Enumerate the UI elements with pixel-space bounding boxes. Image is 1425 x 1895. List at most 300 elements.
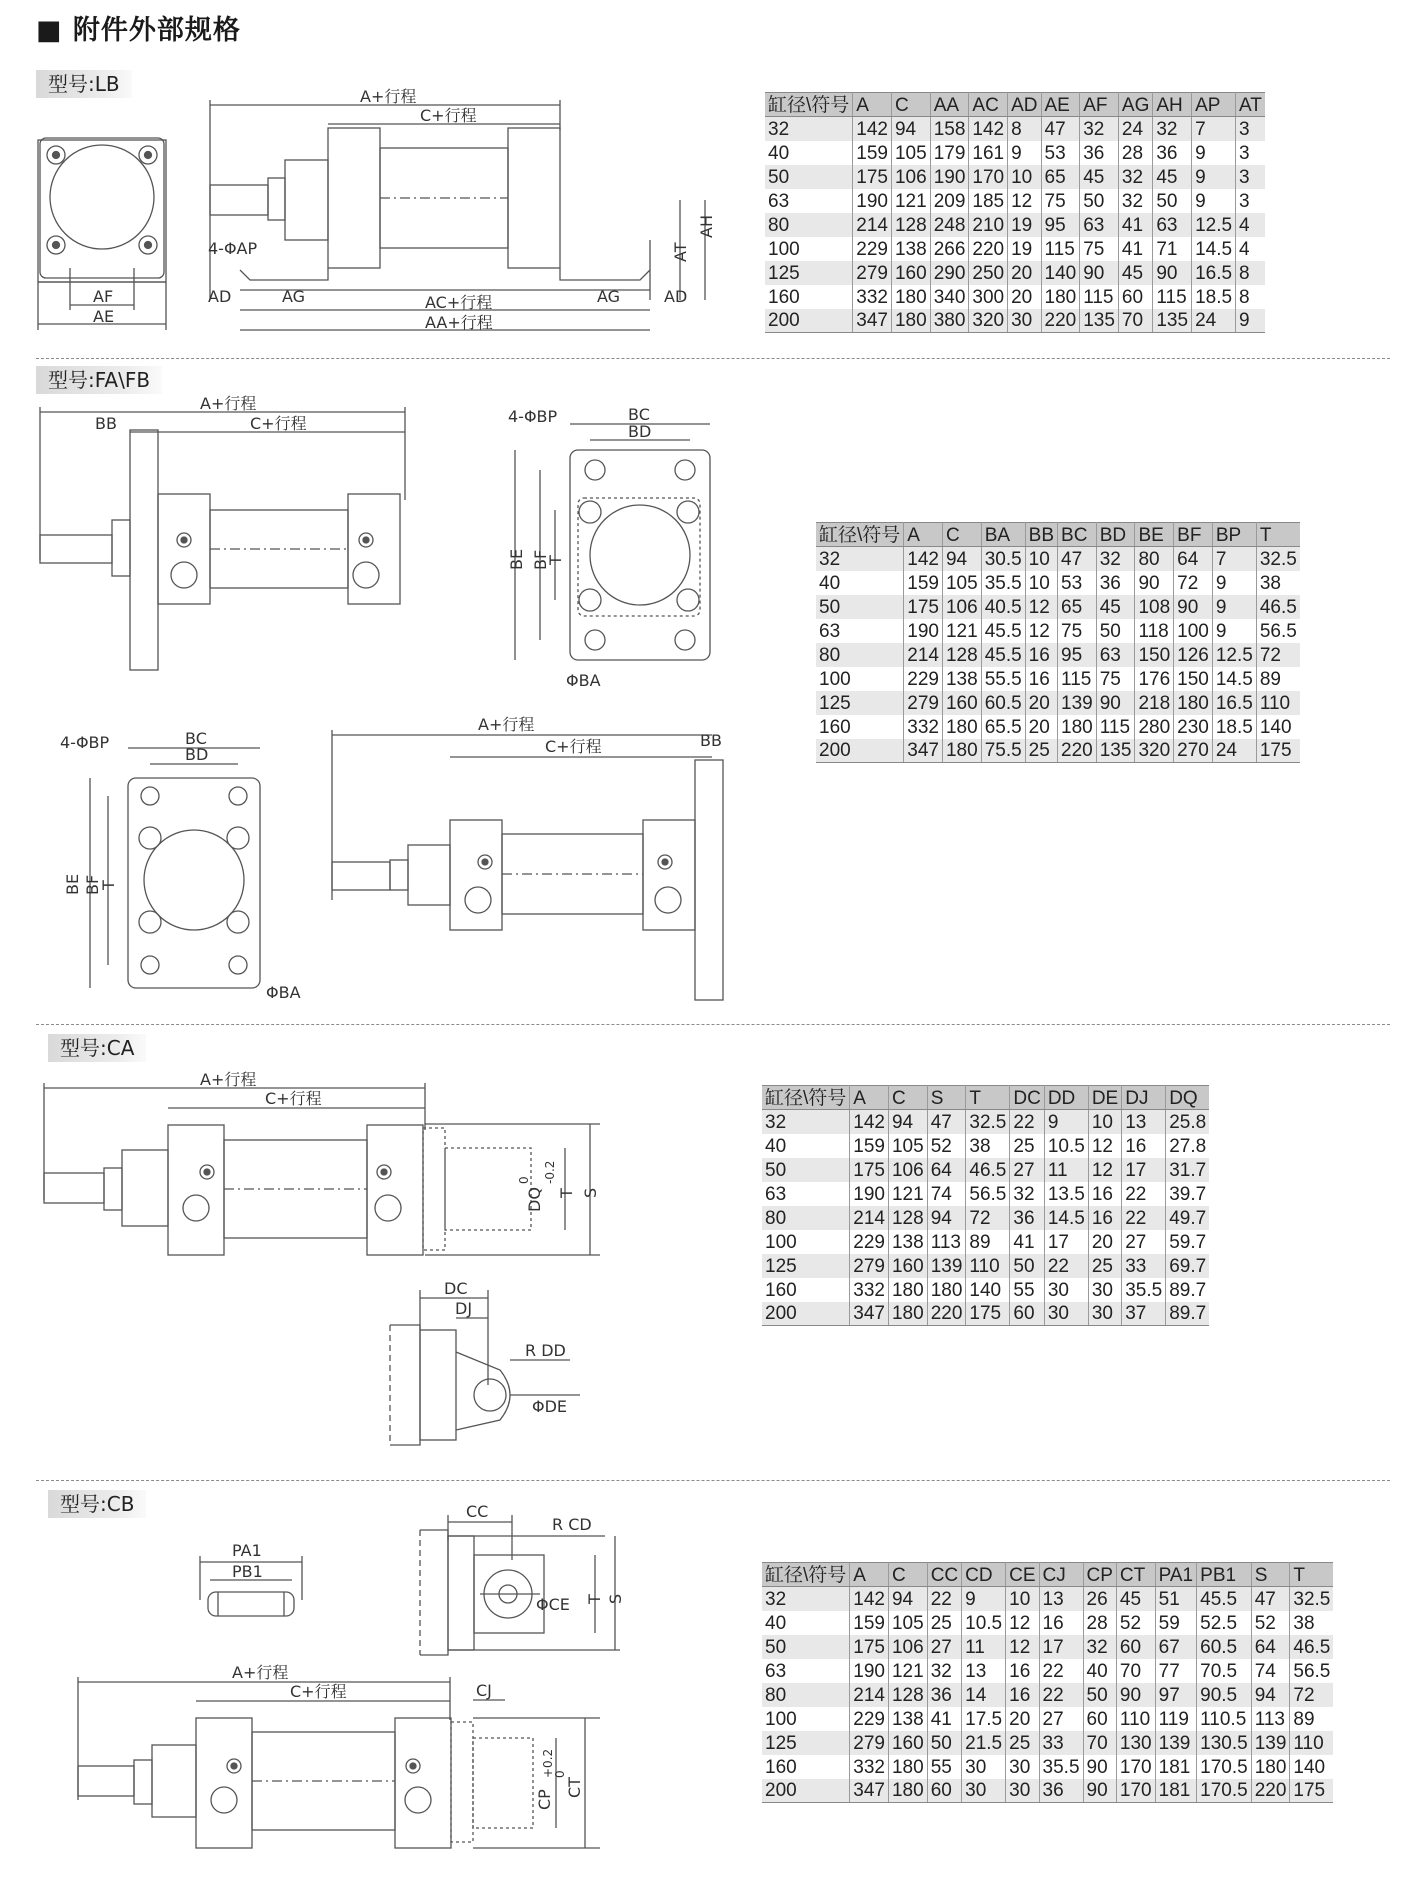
spec-table-fa <box>816 522 1300 763</box>
table-cell: 170 <box>1116 1779 1155 1803</box>
table-cell: 50 <box>927 1731 961 1755</box>
spec-table-lb <box>765 92 1265 333</box>
column-header: CE <box>1006 1563 1039 1587</box>
ca-label-tol: -0.2 <box>543 1160 557 1184</box>
table-cell: 20 <box>1025 715 1057 739</box>
table-cell: 220 <box>1251 1779 1290 1803</box>
column-header: CJ <box>1039 1563 1083 1587</box>
table-cell: 63 <box>816 619 904 643</box>
table-row <box>816 619 1300 643</box>
column-header: AP <box>1192 93 1236 117</box>
table-cell: 75 <box>1058 619 1097 643</box>
table-cell: 110.5 <box>1197 1707 1252 1731</box>
table-cell: 121 <box>942 619 981 643</box>
lb-label-a: A+行程 <box>360 87 417 106</box>
table-cell: 35.5 <box>1039 1755 1083 1779</box>
table-cell: 30 <box>962 1779 1006 1803</box>
table-cell: 185 <box>969 189 1008 213</box>
table-cell: 13 <box>1122 1110 1166 1134</box>
table-cell: 159 <box>850 1611 889 1635</box>
table-row <box>762 1302 1209 1326</box>
table-cell: 250 <box>969 261 1008 285</box>
table-cell: 36 <box>1080 141 1119 165</box>
table-cell: 139 <box>927 1254 966 1278</box>
table-cell: 130 <box>1116 1731 1155 1755</box>
table-cell: 72 <box>1256 643 1299 667</box>
table-cell: 37 <box>1122 1302 1166 1326</box>
table-cell: 22 <box>1039 1683 1083 1707</box>
cb-label-c: C+行程 <box>290 1682 347 1701</box>
table-cell: 9 <box>1236 309 1265 333</box>
fa-label-bb: BB <box>95 414 117 433</box>
table-cell: 36 <box>927 1683 961 1707</box>
table-cell: 9 <box>962 1587 1006 1611</box>
table-cell: 40 <box>762 1134 850 1158</box>
table-cell: 32 <box>1118 189 1152 213</box>
table-cell: 90 <box>1083 1755 1116 1779</box>
table-row <box>816 667 1300 691</box>
table-cell: 75 <box>1096 667 1135 691</box>
table-cell: 175 <box>853 165 892 189</box>
lb-label-ah: AH <box>697 215 716 238</box>
table-cell: 46.5 <box>1290 1635 1333 1659</box>
table-row <box>762 1254 1209 1278</box>
table-cell: 150 <box>1174 667 1213 691</box>
table-cell: 190 <box>930 165 969 189</box>
lb-label-af: AF <box>93 287 114 306</box>
table-cell: 36 <box>1010 1206 1044 1230</box>
table-cell: 8 <box>1008 117 1041 141</box>
ca-label-a: A+行程 <box>200 1070 257 1089</box>
table-cell: 32 <box>765 117 853 141</box>
table-cell: 32 <box>1096 547 1135 571</box>
table-cell: 180 <box>891 309 930 333</box>
table-cell: 80 <box>1135 547 1174 571</box>
cb-label-t: T <box>585 1594 604 1604</box>
table-row <box>762 1278 1209 1302</box>
table-cell: 300 <box>969 285 1008 309</box>
table-cell: 125 <box>762 1731 850 1755</box>
table-cell: 10 <box>1025 547 1057 571</box>
table-cell: 332 <box>850 1755 889 1779</box>
table-cell: 77 <box>1155 1659 1197 1683</box>
table-cell: 142 <box>969 117 1008 141</box>
table-cell: 72 <box>1174 571 1213 595</box>
column-header: C <box>942 523 981 547</box>
table-cell: 40.5 <box>981 595 1025 619</box>
table-cell: 22 <box>1010 1110 1044 1134</box>
table-cell: 63 <box>762 1182 850 1206</box>
table-cell: 46.5 <box>1256 595 1299 619</box>
lb-label-ag2: AG <box>597 287 621 306</box>
table-cell: 90 <box>1083 1779 1116 1803</box>
table-cell: 32 <box>927 1659 961 1683</box>
table-cell: 60.5 <box>1197 1635 1252 1659</box>
table-cell: 10 <box>1088 1110 1121 1134</box>
table-cell: 16 <box>1006 1659 1039 1683</box>
table-cell: 16 <box>1088 1182 1121 1206</box>
table-cell: 47 <box>1251 1587 1290 1611</box>
cb-label-tolp: +0.2 <box>541 1748 555 1778</box>
table-cell: 347 <box>904 739 943 763</box>
table-cell: 160 <box>816 715 904 739</box>
table-cell: 100 <box>765 237 853 261</box>
column-header: AG <box>1118 93 1152 117</box>
table-cell: 200 <box>765 309 853 333</box>
table-cell: 40 <box>765 141 853 165</box>
table-cell: 220 <box>927 1302 966 1326</box>
table-cell: 20 <box>1088 1230 1121 1254</box>
table-cell: 200 <box>762 1779 850 1803</box>
table-cell: 9 <box>1192 141 1236 165</box>
table-cell: 45 <box>1118 261 1152 285</box>
column-header: BP <box>1212 523 1256 547</box>
column-header: BD <box>1096 523 1135 547</box>
table-cell: 41 <box>927 1707 961 1731</box>
table-cell: 27 <box>927 1635 961 1659</box>
table-cell: 89 <box>1256 667 1299 691</box>
table-cell: 106 <box>888 1635 927 1659</box>
table-cell: 12 <box>1008 189 1041 213</box>
section-tag-fa: 型号:FA\FB <box>36 366 162 394</box>
table-row <box>762 1659 1333 1683</box>
table-cell: 30 <box>1006 1779 1039 1803</box>
table-cell: 38 <box>1290 1611 1333 1635</box>
table-cell: 89 <box>1290 1707 1333 1731</box>
table-cell: 32 <box>762 1110 850 1134</box>
table-cell: 80 <box>762 1206 850 1230</box>
table-cell: 105 <box>891 141 930 165</box>
table-cell: 64 <box>1174 547 1213 571</box>
table-cell: 128 <box>888 1683 927 1707</box>
table-cell: 170.5 <box>1197 1755 1252 1779</box>
table-cell: 55 <box>1010 1278 1044 1302</box>
table-cell: 280 <box>1135 715 1174 739</box>
table-cell: 52 <box>1251 1611 1290 1635</box>
table-cell: 214 <box>904 643 943 667</box>
table-cell: 160 <box>891 261 930 285</box>
table-cell: 70 <box>1083 1731 1116 1755</box>
table-cell: 16 <box>1039 1611 1083 1635</box>
table-cell: 347 <box>850 1302 889 1326</box>
table-cell: 70 <box>1116 1659 1155 1683</box>
table-row <box>762 1587 1333 1611</box>
table-cell: 50 <box>1080 189 1119 213</box>
table-cell: 17 <box>1122 1158 1166 1182</box>
table-cell: 159 <box>904 571 943 595</box>
cb-label-cc: CC <box>466 1502 489 1521</box>
table-cell: 10 <box>1025 571 1057 595</box>
fa-label-bc2: BC <box>185 729 207 748</box>
table-row <box>762 1230 1209 1254</box>
table-cell: 25.8 <box>1166 1110 1209 1134</box>
table-cell: 125 <box>765 261 853 285</box>
column-header: AH <box>1153 93 1192 117</box>
fa-label-c: C+行程 <box>250 414 307 433</box>
lb-label-ad2: AD <box>664 287 688 306</box>
table-cell: 139 <box>1251 1731 1290 1755</box>
column-header: CC <box>927 1563 961 1587</box>
table-cell: 138 <box>891 237 930 261</box>
fa-label-be2: BE <box>63 873 82 895</box>
table-cell: 52 <box>927 1134 966 1158</box>
column-header: 缸径\符号 <box>816 523 904 547</box>
table-cell: 32.5 <box>1256 547 1299 571</box>
table-cell: 161 <box>969 141 1008 165</box>
table-cell: 24 <box>1192 309 1236 333</box>
table-cell: 106 <box>891 165 930 189</box>
table-cell: 28 <box>1083 1611 1116 1635</box>
table-cell: 30 <box>1008 309 1041 333</box>
table-cell: 30 <box>1006 1755 1039 1779</box>
table-cell: 25 <box>927 1611 961 1635</box>
table-cell: 55 <box>927 1755 961 1779</box>
table-cell: 135 <box>1080 309 1119 333</box>
fa-label-bp2: 4-ΦBP <box>60 733 110 752</box>
table-cell: 110 <box>1290 1731 1333 1755</box>
table-cell: 138 <box>888 1707 927 1731</box>
table-cell: 320 <box>969 309 1008 333</box>
table-cell: 140 <box>1041 261 1080 285</box>
table-row <box>765 189 1265 213</box>
fa-label-bf1: BF <box>531 549 550 570</box>
lb-label-aa: AA+行程 <box>425 313 493 332</box>
table-cell: 63 <box>765 189 853 213</box>
table-cell: 180 <box>888 1302 927 1326</box>
table-cell: 190 <box>853 189 892 213</box>
table-row <box>762 1158 1209 1182</box>
table-cell: 4 <box>1236 237 1265 261</box>
table-cell: 80 <box>762 1683 850 1707</box>
table-cell: 22 <box>1044 1254 1088 1278</box>
table-cell: 53 <box>1041 141 1080 165</box>
table-cell: 175 <box>1256 739 1299 763</box>
table-cell: 248 <box>930 213 969 237</box>
cb-label-cp: CP <box>535 1789 554 1810</box>
table-cell: 46.5 <box>966 1158 1010 1182</box>
table-cell: 90 <box>1135 571 1174 595</box>
table-cell: 32 <box>762 1587 850 1611</box>
table-cell: 121 <box>891 189 930 213</box>
page-title: ■ 附件外部规格 <box>36 15 241 46</box>
table-cell: 200 <box>816 739 904 763</box>
table-cell: 279 <box>850 1731 889 1755</box>
table-cell: 139 <box>1155 1731 1197 1755</box>
table-cell: 175 <box>966 1302 1010 1326</box>
table-cell: 106 <box>888 1158 927 1182</box>
table-cell: 8 <box>1236 261 1265 285</box>
column-header: T <box>966 1086 1010 1110</box>
table-cell: 113 <box>1251 1707 1290 1731</box>
table-cell: 12 <box>1025 619 1057 643</box>
cb-label-rcd: R CD <box>552 1515 592 1534</box>
fa-label-ba2: ΦBA <box>266 983 301 1002</box>
lb-label-ag1: AG <box>282 287 306 306</box>
table-cell: 12.5 <box>1192 213 1236 237</box>
table-cell: 159 <box>850 1134 889 1158</box>
table-cell: 320 <box>1135 739 1174 763</box>
table-cell: 160 <box>762 1755 850 1779</box>
table-cell: 3 <box>1236 189 1265 213</box>
table-cell: 22 <box>1122 1206 1166 1230</box>
table-cell: 8 <box>1236 285 1265 309</box>
table-cell: 32.5 <box>1290 1587 1333 1611</box>
table-cell: 113 <box>927 1230 966 1254</box>
table-cell: 290 <box>930 261 969 285</box>
column-header: AA <box>930 93 969 117</box>
column-header: A <box>904 523 943 547</box>
table-cell: 45 <box>1153 165 1192 189</box>
table-row <box>762 1779 1333 1803</box>
table-cell: 135 <box>1096 739 1135 763</box>
column-header: T <box>1290 1563 1333 1587</box>
spec-table-ca <box>762 1085 1209 1326</box>
table-cell: 9 <box>1192 189 1236 213</box>
table-cell: 3 <box>1236 117 1265 141</box>
table-cell: 80 <box>765 213 853 237</box>
ca-label-tol0: 0 <box>517 1176 531 1184</box>
table-cell: 63 <box>1080 213 1119 237</box>
table-cell: 45 <box>1096 595 1135 619</box>
fa-label-a2: A+行程 <box>478 715 535 734</box>
fa-label-a: A+行程 <box>200 394 257 413</box>
table-cell: 332 <box>850 1278 889 1302</box>
table-cell: 75.5 <box>981 739 1025 763</box>
table-cell: 115 <box>1058 667 1097 691</box>
table-cell: 9 <box>1192 165 1236 189</box>
column-header: BA <box>981 523 1025 547</box>
table-cell: 35.5 <box>981 571 1025 595</box>
table-cell: 22 <box>1039 1659 1083 1683</box>
table-cell: 121 <box>888 1659 927 1683</box>
table-cell: 9 <box>1008 141 1041 165</box>
table-cell: 180 <box>888 1755 927 1779</box>
table-row <box>765 285 1265 309</box>
table-cell: 89 <box>966 1230 1010 1254</box>
column-header: BB <box>1025 523 1057 547</box>
table-cell: 209 <box>930 189 969 213</box>
table-row <box>762 1134 1209 1158</box>
table-cell: 49.7 <box>1166 1206 1209 1230</box>
column-header: C <box>888 1086 927 1110</box>
table-cell: 220 <box>969 237 1008 261</box>
table-cell: 218 <box>1135 691 1174 715</box>
table-cell: 35.5 <box>1122 1278 1166 1302</box>
column-header: A <box>850 1563 889 1587</box>
table-cell: 47 <box>1041 117 1080 141</box>
table-cell: 10.5 <box>1044 1134 1088 1158</box>
table-cell: 14.5 <box>1192 237 1236 261</box>
column-header: 缸径\符号 <box>762 1086 850 1110</box>
table-cell: 71 <box>1153 237 1192 261</box>
table-cell: 110 <box>966 1254 1010 1278</box>
table-cell: 94 <box>927 1206 966 1230</box>
ca-label-rdd: R DD <box>525 1341 566 1360</box>
table-cell: 180 <box>942 715 981 739</box>
table-cell: 75 <box>1080 237 1119 261</box>
cb-label-pa1: PA1 <box>232 1541 262 1560</box>
table-cell: 30 <box>962 1755 1006 1779</box>
table-cell: 50 <box>816 595 904 619</box>
section-divider <box>36 1480 1390 1481</box>
table-row <box>816 595 1300 619</box>
column-header: C <box>891 93 930 117</box>
table-cell: 214 <box>853 213 892 237</box>
table-cell: 229 <box>904 667 943 691</box>
table-row <box>762 1110 1209 1134</box>
table-cell: 380 <box>930 309 969 333</box>
table-cell: 160 <box>942 691 981 715</box>
table-cell: 119 <box>1155 1707 1197 1731</box>
cb-label-a: A+行程 <box>232 1663 289 1682</box>
cb-label-pb1: PB1 <box>232 1562 263 1581</box>
table-cell: 180 <box>942 739 981 763</box>
table-cell: 128 <box>888 1206 927 1230</box>
cb-label-ct: CT <box>565 1777 584 1798</box>
table-cell: 160 <box>765 285 853 309</box>
table-cell: 36 <box>1096 571 1135 595</box>
table-cell: 142 <box>853 117 892 141</box>
table-cell: 170 <box>969 165 1008 189</box>
table-cell: 20 <box>1025 691 1057 715</box>
table-cell: 106 <box>942 595 981 619</box>
table-cell: 9 <box>1212 571 1256 595</box>
table-cell: 30 <box>1044 1278 1088 1302</box>
fa-label-bd1: BD <box>628 422 652 441</box>
table-cell: 118 <box>1135 619 1174 643</box>
table-cell: 20 <box>1008 285 1041 309</box>
table-cell: 38 <box>966 1134 1010 1158</box>
table-cell: 170.5 <box>1197 1779 1252 1803</box>
table-row <box>762 1635 1333 1659</box>
table-cell: 20 <box>1008 261 1041 285</box>
table-row <box>765 309 1265 333</box>
table-cell: 63 <box>1153 213 1192 237</box>
cb-label-s: S <box>606 1593 625 1604</box>
table-cell: 13.5 <box>1044 1182 1088 1206</box>
table-cell: 97 <box>1155 1683 1197 1707</box>
ca-label-c: C+行程 <box>265 1089 322 1108</box>
table-cell: 40 <box>816 571 904 595</box>
table-cell: 190 <box>904 619 943 643</box>
table-cell: 180 <box>1058 715 1097 739</box>
table-cell: 16 <box>1006 1683 1039 1707</box>
table-cell: 160 <box>888 1731 927 1755</box>
table-cell: 69.7 <box>1166 1254 1209 1278</box>
table-cell: 142 <box>850 1110 889 1134</box>
table-cell: 55.5 <box>981 667 1025 691</box>
table-cell: 19 <box>1008 213 1041 237</box>
table-cell: 74 <box>927 1182 966 1206</box>
table-cell: 180 <box>927 1278 966 1302</box>
table-cell: 94 <box>1251 1683 1290 1707</box>
table-cell: 53 <box>1058 571 1097 595</box>
table-cell: 60 <box>1010 1302 1044 1326</box>
ca-label-s: S <box>581 1187 600 1198</box>
table-row <box>816 691 1300 715</box>
table-cell: 90 <box>1174 595 1213 619</box>
table-cell: 19 <box>1008 237 1041 261</box>
table-cell: 41 <box>1010 1230 1044 1254</box>
table-row <box>816 715 1300 739</box>
table-cell: 115 <box>1096 715 1135 739</box>
table-cell: 14.5 <box>1212 667 1256 691</box>
table-cell: 9 <box>1212 595 1256 619</box>
fa-label-bc1: BC <box>628 405 650 424</box>
table-header-row <box>765 93 1265 117</box>
table-cell: 20 <box>1006 1707 1039 1731</box>
table-cell: 279 <box>904 691 943 715</box>
